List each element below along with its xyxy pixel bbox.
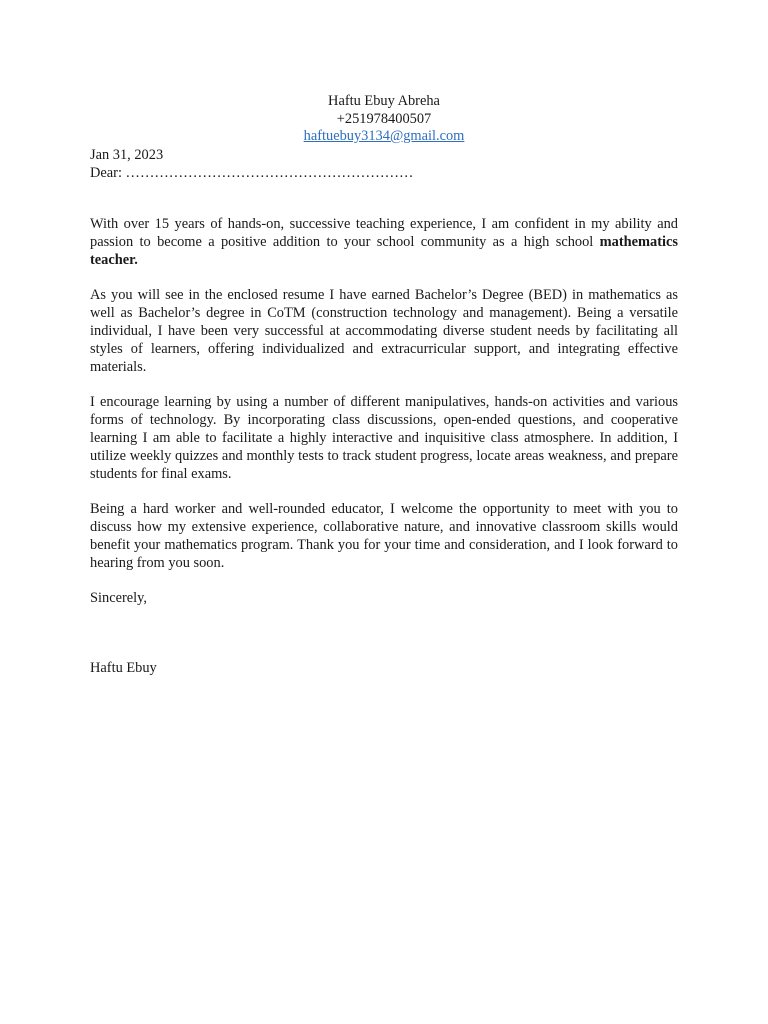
paragraph-2: As you will see in the enclosed resume I have earned Bachelor’s Degree (BED) in mathematics as well as Bachelor’s degree in CoTM (construction technology and management). Being a versatile individual, I have been very successful at accommodating diverse student needs by facilitating all styles of learners, offering individualized and extracurricular support, and integrating effective materials.: [90, 286, 678, 375]
paragraph-1-bold: mathematics teacher.: [90, 233, 678, 268]
closing: Sincerely,: [90, 589, 148, 606]
paragraph-3: I encourage learning by using a number of different manipulatives, hands-on activities and various forms of technology. By incorporating class discussions, open-ended questions, and cooperative learning I am able to facilitate a highly interactive and inquisitive class atmosphere. In addition, I utilize weekly quizzes and monthly tests to track student progress, locate areas weakness, and prepare students for final exams.: [90, 393, 678, 482]
letter-date: Jan 31, 2023: [90, 146, 164, 163]
sender-phone: +251978400507: [336, 110, 432, 127]
paragraph-1-text: With over 15 years of hands-on, successive teaching experience, I am confident in my ability and passion to become a positive addition to your school community as a high school: [90, 215, 678, 250]
paragraph-1: [90, 215, 678, 269]
paragraph-4: Being a hard worker and well-rounded educator, I welcome the opportunity to meet with you to discuss how my extensive experience, collaborative nature, and innovative classroom skills would benefit your mathematics program. Thank you for your time and consideration, and I look forward to hearing from you soon.: [90, 500, 678, 571]
signature: Haftu Ebuy: [90, 659, 157, 676]
salutation: Dear: ……………………………………………………: [90, 164, 414, 181]
sender-email-link[interactable]: haftuebuy3134@gmail.com: [303, 128, 465, 144]
letter-header: [90, 93, 678, 146]
sender-name: Haftu Ebuy Abreha: [328, 93, 440, 109]
